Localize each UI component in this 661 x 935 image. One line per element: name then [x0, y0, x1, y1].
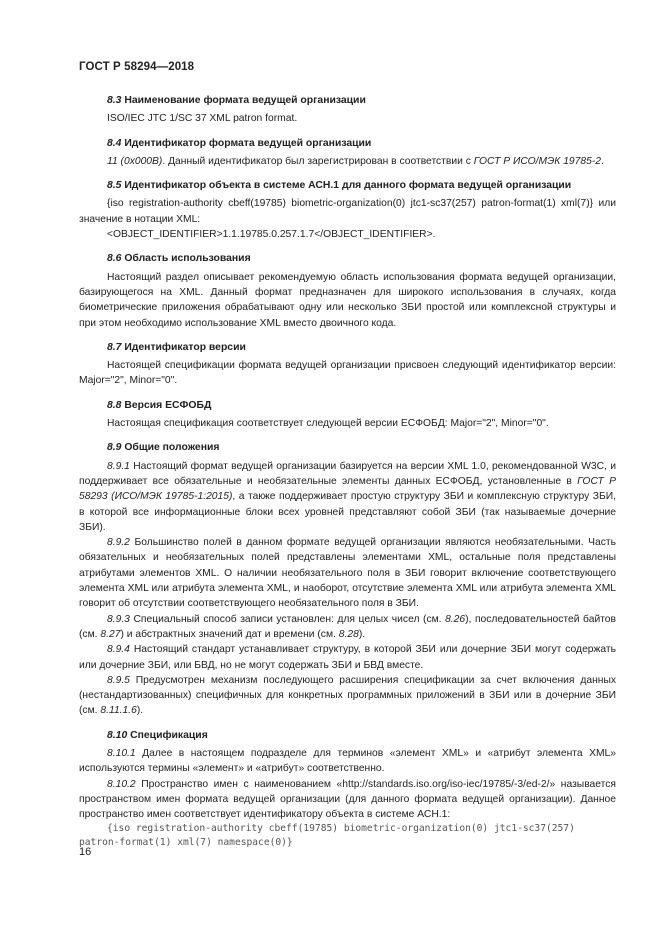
section-title: Версия ЕСФОБД [121, 399, 212, 411]
clause-number: 8.10.1 [107, 747, 136, 759]
clause-number: 8.9.5 [107, 674, 130, 686]
clause-number: 8.9.1 [107, 460, 130, 472]
clause-8-9-3 [79, 612, 616, 643]
section-text-8-3: ISO/IEC JTC 1/SC 37 XML patron format. [107, 113, 298, 125]
section-number: 8.7 [107, 341, 122, 353]
clause-reference: 8.27 [100, 628, 121, 640]
clause-8-9-5 [79, 673, 616, 719]
text-run: Специальный способ записи установлен: для целых чисел (см. [129, 613, 446, 625]
clause-reference: 8.26 [445, 613, 466, 625]
section-text-8-8: Настоящая спецификация соответствует следующей версии ЕСФОБД: Major="2", Minor="0". [107, 418, 549, 430]
section-title: Наименование формата ведущей организации [121, 95, 366, 106]
clause-number: 8.9.2 [107, 537, 130, 549]
section-number: 8.10 [107, 729, 128, 741]
section-number: 8.3 [107, 95, 122, 106]
code-line-oid-cont: patron-format(1) xml(7) namespace(0)} [79, 837, 293, 849]
section-text-8-5-xml: <OBJECT_IDENTIFIER>1.1.19785.0.257.1.7</OBJECT_IDENTIFIER>. [107, 229, 436, 241]
section-number: 8.4 [107, 137, 122, 149]
section-heading-8-5 [79, 178, 616, 193]
section-title: Общие положения [121, 442, 220, 454]
standard-reference: ГОСТ Р ИСО/МЭК 19785-2 [473, 155, 601, 167]
section-text-8-6: Настоящий раздел описывает рекомендуемую область использования формата ведущей организации, базирующегося на XML. Данный формат предназначен для широкого использования в случаях, когда биометрические приложения обрабатывают одну или несколько ЗБИ простой или комплексной структуры и при этом необходимо использование XML вместо двоичного кода. [79, 271, 616, 329]
text-run: . [601, 155, 604, 167]
text-run: , а также поддерживает простую структуру ЗБИ и комплексную структуру ЗБИ, в которой все информационные блоки всех уровней представляют собой ЗБИ (так называемые дочерние ЗБИ). [79, 491, 616, 533]
clause-number: 8.9.4 [107, 644, 130, 656]
clause-number: 8.9.3 [107, 613, 130, 625]
clause-reference: 8.28 [338, 628, 359, 640]
section-title: Идентификатор объекта в системе АСН.1 для данного формата ведущей организации [121, 180, 572, 192]
clause-number: 8.10.2 [107, 778, 136, 790]
section-number: 8.8 [107, 399, 122, 411]
text-run: ), последовательностей байтов (см. [79, 613, 616, 640]
section-number: 8.6 [107, 253, 122, 265]
document-id-header: ГОСТ Р 58294—2018 [79, 61, 195, 73]
standard-reference: ГОСТ Р 58293 (ИСО/МЭК 19785-1:2015) [79, 475, 616, 503]
text-run: ) и абстрактных значений дат и времени (см. [120, 628, 339, 640]
format-id-value: 11 (0x000B) [107, 155, 163, 167]
section-text-8-4 [79, 154, 616, 169]
section-heading-8-10 [79, 728, 616, 743]
section-title: Область использования [121, 253, 251, 265]
section-heading-8-8 [79, 398, 616, 413]
page-number: 16 [79, 846, 92, 858]
text-run: Настоящий формат ведущей организации базируется на версии XML 1.0, рекомендованной W3C, и поддерживает все обязательные и необязательные элементы данных ЕСФОБД, установленные в [79, 460, 616, 487]
section-number: 8.5 [107, 180, 122, 192]
document-body [79, 93, 616, 850]
text-run: Большинство полей в данном формате ведущей организации являются необязательными. Часть обязательных и необязательных полей представлены элементами XML, остальные поля представлены атрибутами элементов XML. О наличии необязательного поля в ЗБИ говорит включение соответствующего элемента XML или атрибута элемента XML, и наоборот, отсутствие элемента XML или атрибута элемента XML говорит об отсутствии соответствующего необязательного поля в ЗБИ. [79, 537, 616, 610]
section-title: Спецификация [127, 729, 208, 741]
text-run: ). [358, 628, 366, 640]
clause-8-9-2 [79, 535, 616, 611]
section-title: Идентификатор формата ведущей организации [121, 137, 372, 149]
section-text-8-5-oid: {iso registration-authority cbeff(19785) biometric-organization(0) jtc1-sc37(257) patron-format(1) xml(7)} или значение в нотации XML: [79, 198, 616, 225]
text-run: Предусмотрен механизм последующего расширения спецификации за счет включения данных (нестандартизованных) специфичных для конкретных программных приложений в ЗБИ или в дочерние ЗБИ (см. [79, 674, 616, 717]
text-run: Пространство имен с наименованием «http://standards.iso.org/iso-iec/19785/-3/ed-2/» называется пространством имен формата ведущей организации (для данного формата ведущей организации). Данное пространство имен соответствует идентификатору объекта в системе АСН.1: [79, 778, 616, 821]
section-heading-8-3 [79, 93, 616, 108]
section-title: Идентификатор версии [121, 341, 246, 353]
clause-8-9-4 [79, 642, 616, 673]
clause-8-10-2 [79, 777, 616, 823]
section-number: 8.9 [107, 442, 122, 454]
code-line-oid: {iso registration-authority cbeff(19785) biometric-organization(0) jtc1-sc37(257) [107, 823, 575, 835]
text-run: Далее в настоящем подразделе для терминов «элемент XML» и «атрибут элемента XML» используются термины «элемент» и «атрибут» соответственно. [79, 747, 616, 775]
clause-8-9-1 [79, 459, 616, 535]
section-text-8-7: Настоящей спецификации формата ведущей организации присвоен следующий идентификатор версии: Major="2", Minor="0". [79, 360, 616, 387]
text-run: . Данный идентификатор был зарегистрирован в соответствии с [162, 155, 474, 167]
section-heading-8-4 [79, 136, 616, 151]
section-heading-8-6 [79, 251, 616, 266]
section-heading-8-9 [79, 440, 616, 455]
section-heading-8-7 [79, 340, 616, 355]
clause-8-10-1 [79, 746, 616, 777]
clause-reference: 8.11.1.6 [100, 705, 137, 717]
text-run: Настоящий стандарт устанавливает структуру, в которой ЗБИ или дочерние ЗБИ могут содержать или дочерние ЗБИ, или БВД, но не могут содержать ЗБИ и БВД вместе. [79, 644, 616, 671]
text-run: ). [136, 705, 144, 717]
